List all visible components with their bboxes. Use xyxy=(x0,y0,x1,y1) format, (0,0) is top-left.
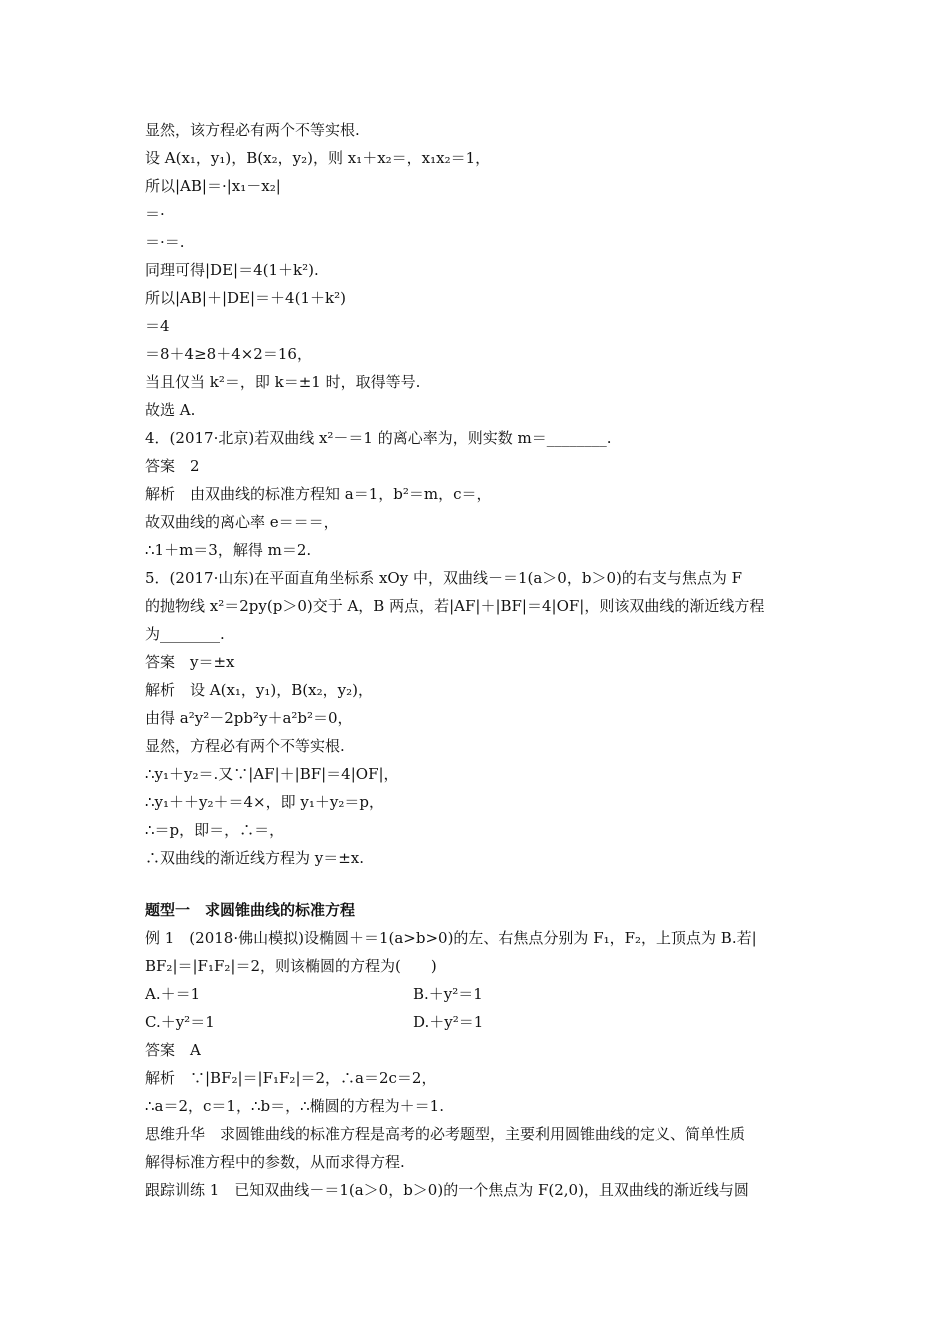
answer-line: 答案 2 xyxy=(145,457,200,475)
text-line: ＝· xyxy=(145,205,165,223)
text-line: ∴＝p，即＝，∴＝， xyxy=(145,821,285,839)
text-line: 当且仅当 k²＝，即 k＝±1 时，取得等号. xyxy=(145,373,421,391)
text-line: 由得 a²y²－2pb²y＋a²b²＝0， xyxy=(145,709,353,727)
analysis-line: ∴a＝2，c＝1，∴b＝，∴椭圆的方程为＋＝1. xyxy=(145,1097,444,1115)
option-c: C.＋y²＝1 xyxy=(145,1013,215,1031)
text-line: ＝·＝. xyxy=(145,233,185,251)
problem-5: 5．(2017·山东)在平面直角坐标系 xOy 中，双曲线－＝1(a＞0，b＞0)的右支与焦点为 F xyxy=(145,569,743,587)
answer-line: 答案 y＝±x xyxy=(145,653,235,671)
option-b: B.＋y²＝1 xyxy=(413,985,483,1003)
text-line: 显然，该方程必有两个不等实根. xyxy=(145,121,360,139)
text-line: 所以|AB|＋|DE|＝＋4(1＋k²) xyxy=(145,289,346,307)
analysis-line: 解析 ∵|BF₂|＝|F₁F₂|＝2，∴a＝2c＝2， xyxy=(145,1069,437,1087)
text-line: ＝8＋4≥8＋4×2＝16， xyxy=(145,345,312,363)
text-line: 同理可得|DE|＝4(1＋k²). xyxy=(145,261,319,279)
text-line: ∴双曲线的渐近线方程为 y＝±x. xyxy=(145,849,365,867)
example-line: BF₂|＝|F₁F₂|＝2，则该椭圆的方程为( ) xyxy=(145,957,437,975)
text-line: ∴1＋m＝3，解得 m＝2. xyxy=(145,541,312,559)
example-line: 例 1 (2018·佛山模拟)设椭圆＋＝1(a>b>0)的左、右焦点分别为 F₁，F₂，上顶点为 B.若| xyxy=(145,929,757,947)
analysis-line: 解析 设 A(x₁，y₁)，B(x₂，y₂)， xyxy=(145,681,373,699)
section-heading: 题型一 求圆锥曲线的标准方程 xyxy=(145,901,356,919)
answer-line: 答案 A xyxy=(145,1041,201,1059)
training-line: 跟踪训练 1 已知双曲线－＝1(a＞0，b＞0)的一个焦点为 F(2,0)，且双曲线的渐近线与圆 xyxy=(145,1181,749,1199)
text-line: ＝4 xyxy=(145,317,170,335)
summary-line: 解得标准方程中的参数，从而求得方程. xyxy=(145,1153,405,1171)
text-line: 故选 A. xyxy=(145,401,196,419)
summary-line: 思维升华 求圆锥曲线的标准方程是高考的必考题型，主要利用圆锥曲线的定义、简单性质 xyxy=(145,1125,746,1143)
problem-4: 4．(2017·北京)若双曲线 x²－＝1 的离心率为，则实数 m＝________. xyxy=(145,429,612,447)
text-line: 设 A(x₁，y₁)，B(x₂，y₂)，则 x₁＋x₂＝，x₁x₂＝1， xyxy=(145,149,491,167)
analysis-line: 解析 由双曲线的标准方程知 a＝1，b²＝m，c＝， xyxy=(145,485,492,503)
text-line: 故双曲线的离心率 e＝＝＝， xyxy=(145,513,339,531)
text-line: 所以|AB|＝·|x₁－x₂| xyxy=(145,177,281,195)
text-line: 显然，方程必有两个不等实根. xyxy=(145,737,345,755)
option-d: D.＋y²＝1 xyxy=(413,1013,484,1031)
text-line: 的抛物线 x²＝2py(p＞0)交于 A，B 两点，若|AF|＋|BF|＝4|OF|，则该双曲线的渐近线方程 xyxy=(145,597,765,615)
text-line: 为________. xyxy=(145,625,225,643)
text-line: ∴y₁＋＋y₂＋＝4×，即 y₁＋y₂＝p， xyxy=(145,793,384,811)
option-a: A.＋＝1 xyxy=(145,985,201,1003)
text-line: ∴y₁＋y₂＝.又∵|AF|＋|BF|＝4|OF|， xyxy=(145,765,399,783)
